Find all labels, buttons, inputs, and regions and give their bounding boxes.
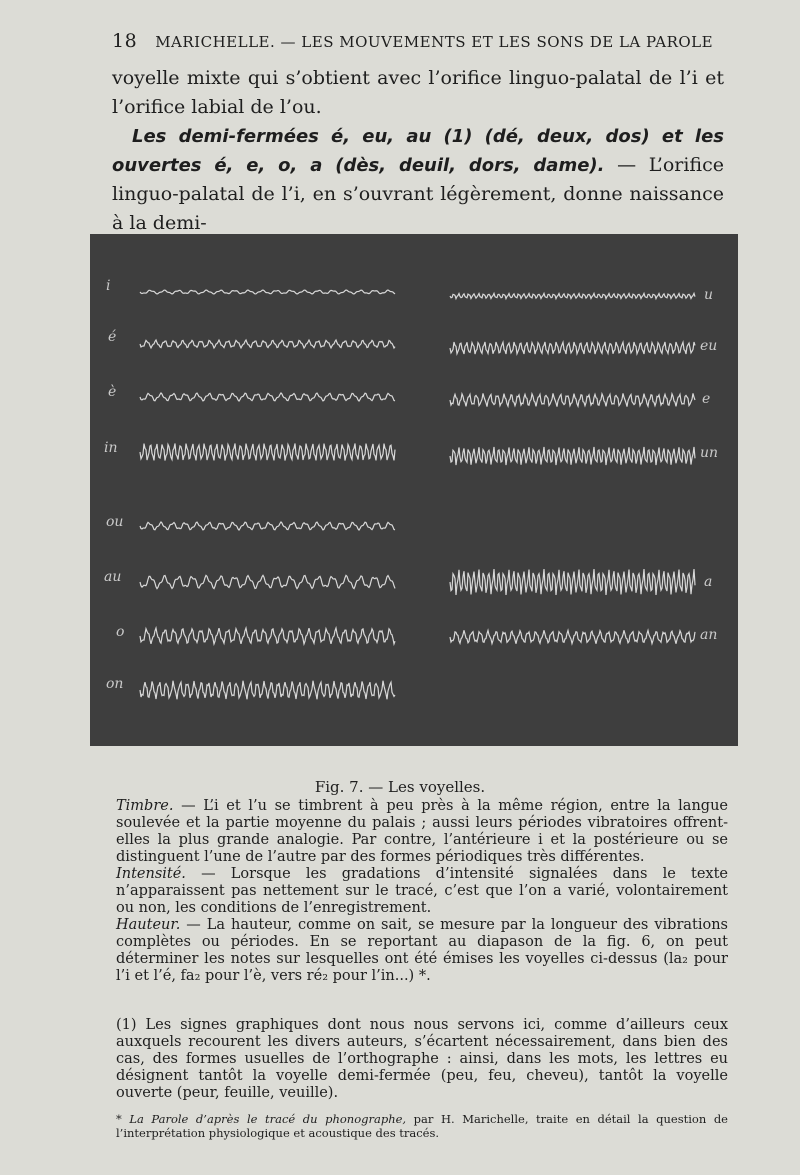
section-heading: Les demi-fermées é, eu, au (1) (dé, deux, dos) et les ouvertes é, e, o, a (dès, deuil, dors, dame).	[112, 126, 724, 176]
waveform-an	[450, 630, 695, 643]
note-hauteur-text: — La hauteur, comme on sait, se mesure par la longueur des vibrations complètes ou périodes. En se reportant au diapason de la fig. 6, on peut déterminer les notes sur lesquelles ont été émises les voyelles ci-dessus (la₂ pour l’i et l’é, fa₂ pour l’è, vers ré₂ pour l’in...) *.	[116, 917, 728, 984]
trace-label-au: au	[104, 569, 122, 585]
waveform-un	[450, 447, 695, 465]
trace-label-an: an	[700, 627, 718, 643]
footnote-1	[116, 1017, 728, 1102]
note-timbre-term: Timbre.	[116, 798, 174, 814]
trace-label-e-acute: é	[108, 329, 117, 345]
waveform-i	[140, 290, 395, 294]
trace-label-eu: eu	[700, 338, 718, 354]
note-intensite	[116, 866, 728, 917]
waveform-in	[140, 443, 395, 460]
waveform-e	[450, 393, 695, 406]
waveform-au	[140, 575, 395, 588]
waveform-u	[450, 293, 695, 298]
figure-notes	[116, 798, 728, 985]
page-number: 18	[112, 30, 138, 52]
trace-label-u: u	[704, 287, 714, 303]
trace-label-un: un	[700, 445, 719, 461]
figure-plate	[90, 234, 738, 746]
note-hauteur-term: Hauteur.	[116, 917, 181, 933]
waveform-a	[450, 569, 695, 595]
footnote-2-paragraph	[116, 1112, 728, 1140]
body-text	[112, 64, 724, 238]
trace-label-in: in	[104, 440, 118, 456]
paragraph-1: voyelle mixte qui s’obtient avec l’orifice linguo-palatal de l’i et l’orifice labial de l’ou.	[112, 67, 724, 118]
paragraph-2	[112, 122, 724, 238]
note-intensite-text: — Lorsque les gradations d’intensité signalées dans le texte n’apparaissent pas nettement sur le tracé, c’est que l’on a varié, volontairement ou non, les conditions de l’enregistrement.	[116, 866, 728, 916]
waveform-o	[140, 628, 395, 644]
waveform-eu	[450, 342, 695, 354]
waveform-e-acute	[140, 340, 395, 348]
trace-label-a: a	[704, 574, 713, 590]
waveform-on	[140, 681, 395, 700]
trace-label-ou: ou	[106, 514, 124, 530]
paragraph-2-text: — L’orifice linguo-palatal de l’i, en s’ouvrant légèrement, donne naissance à la demi-	[112, 154, 724, 234]
trace-label-e: e	[702, 391, 711, 407]
note-timbre-text: — L’i et l’u se timbrent à peu près à la même région, entre la langue soulevée et la partie moyenne du palais ; aussi leurs périodes vibratoires offrent-elles la plus grande analogie. Par contre, l’antérieure i et la postérieure ou se distinguent l’une de l’autre par des formes périodiques très différentes.	[116, 798, 728, 865]
running-header	[112, 30, 712, 52]
waveform-e-grave	[140, 393, 395, 401]
figure-caption: Fig. 7. — Les voyelles.	[314, 778, 486, 796]
trace-label-e-grave: è	[108, 384, 117, 400]
footnote-1-text: (1) Les signes graphiques dont nous nous servons ici, comme d’ailleurs ceux auxquels recourent les divers auteurs, s’écartent nécessairement, dans bien des cas, des formes usuelles de l’orthographe : ainsi, dans les mots, les lettres eu désignent tantôt la voyelle demi-fermée (peu, feu, cheveu), tantôt la voyelle ouverte (peur, feuille, veuille).	[116, 1017, 728, 1101]
waveform-traces	[90, 234, 738, 746]
waveform-ou	[140, 522, 395, 530]
note-hauteur	[116, 917, 728, 985]
note-timbre	[116, 798, 728, 866]
note-intensite-term: Intensité.	[116, 866, 186, 882]
trace-label-on: on	[106, 676, 124, 692]
footnote-2-text: par H. Marichelle, traite en détail la question de l’interprétation physiologique et acoustique des tracés.	[116, 1112, 728, 1140]
trace-label-o: o	[116, 624, 125, 640]
footnote-2	[116, 1112, 728, 1140]
footnote-2-title: * La Parole d’après le tracé du phonographe,	[116, 1112, 407, 1126]
running-title: MARICHELLE. — LES MOUVEMENTS ET LES SONS DE LA PAROLE	[155, 33, 714, 51]
trace-label-i: i	[106, 278, 111, 294]
